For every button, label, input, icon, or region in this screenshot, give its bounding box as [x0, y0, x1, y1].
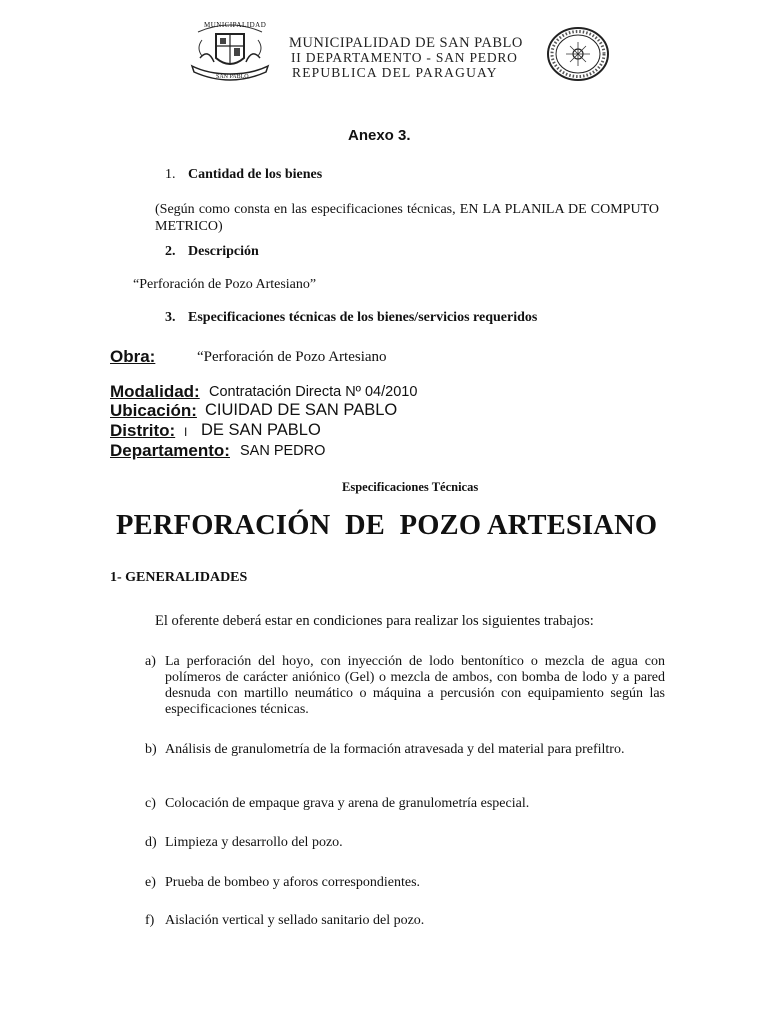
list-item: [145, 835, 665, 851]
obra-value: “Perforación de Pozo Artesiano: [197, 349, 387, 365]
section-1-text: (Según como consta en las especificaciones técnicas, EN LA PLANILA DE COMPUTO METRICO): [155, 202, 659, 234]
list-item-marker: c): [145, 796, 156, 811]
list-item: [145, 654, 665, 718]
list-item-text: Limpieza y desarrollo del pozo.: [165, 835, 343, 850]
list-item: [145, 742, 665, 758]
distrito-mark: I: [184, 425, 188, 439]
modalidad-label: Modalidad:: [110, 382, 200, 401]
departamento-label: Departamento:: [110, 441, 230, 460]
list-item: [145, 796, 665, 812]
republic-round-seal: [545, 26, 611, 82]
generalidades-heading: 1- GENERALIDADES: [110, 570, 248, 585]
header-line-2: II DEPARTAMENTO - SAN PEDRO: [291, 50, 518, 65]
ubicacion-label: Ubicación:: [110, 401, 197, 420]
list-item: [145, 875, 665, 891]
ubicacion-value: CIUIDAD DE SAN PABLO: [205, 401, 398, 419]
list-item-marker: d): [145, 835, 157, 850]
spec-caption: Especificaciones Técnicas: [342, 480, 479, 494]
section-1-number: 1.: [165, 167, 176, 182]
list-item-text: Análisis de granulometría de la formación atravesada y del material para prefiltro.: [165, 742, 625, 757]
list-item: [145, 913, 665, 929]
modalidad-value: Contratación Directa Nº 04/2010: [209, 384, 418, 400]
generalidades-intro: El oferente deberá estar en condiciones para realizar los siguientes trabajos:: [155, 613, 594, 629]
section-3-title: Especificaciones técnicas de los bienes/servicios requeridos: [188, 310, 538, 325]
distrito-label: Distrito:: [110, 421, 176, 440]
section-2-text: “Perforación de Pozo Artesiano”: [133, 277, 317, 292]
header-line-1: MUNICIPALIDAD DE SAN PABLO: [289, 35, 523, 51]
section-3-number: 3.: [165, 310, 176, 325]
obra-label: Obra:: [110, 347, 156, 366]
letterhead: [0, 0, 768, 100]
list-item-text: Aislación vertical y sellado sanitario del pozo.: [165, 913, 425, 928]
list-item-marker: a): [145, 654, 156, 669]
distrito-value: DE SAN PABLO: [201, 421, 321, 439]
section-2-number: 2.: [165, 244, 176, 259]
list-item-marker: f): [145, 913, 155, 928]
crest-caption-bottom: SAN PABLO: [216, 74, 249, 80]
list-item-marker: b): [145, 742, 157, 757]
header-line-3: REPUBLICA DEL PARAGUAY: [292, 65, 498, 80]
section-1-title: Cantidad de los bienes: [188, 167, 323, 182]
municipal-crest-logo: [188, 18, 272, 84]
list-item-marker: e): [145, 875, 156, 890]
main-title: PERFORACIÓN DE POZO ARTESIANO: [116, 510, 658, 541]
list-item-text: Prueba de bombeo y aforos correspondientes.: [165, 875, 421, 890]
section-2-title: Descripción: [188, 244, 259, 259]
crest-caption-top: MUNICIPALIDAD: [204, 21, 267, 29]
list-item-text: Colocación de empaque grava y arena de granulometría especial.: [165, 796, 530, 811]
departamento-value: SAN PEDRO: [240, 443, 326, 459]
annex-title: Anexo 3.: [348, 127, 411, 144]
list-item-text: La perforación del hoyo, con inyección de lodo bentonítico o mezcla de agua con polímeros de carácter aniónico (Gel) o mezcla de ambos, con bomba de lodo y a pared desnuda con martillo neumático o máquina a percusión con equipamiento según las especificaciones técnicas.: [165, 654, 665, 717]
